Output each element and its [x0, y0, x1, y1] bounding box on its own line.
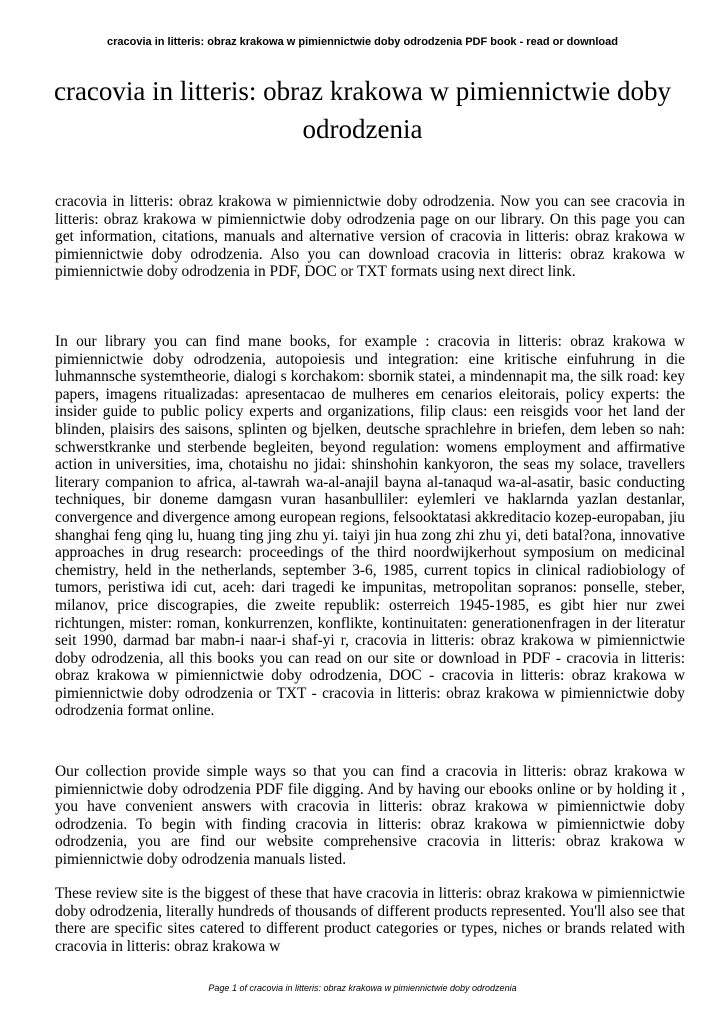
paragraph-text: These review site is the biggest of these that have cracovia in litteris: obraz krakowa w pimiennictwie doby odrodzenia, literally hundreds of thousands of different products represented. You'll also see that there are specific sites catered to different product categories or types, niches or brands related with cracovia in litteris: obraz krakowa w — [55, 885, 685, 955]
paragraph-text: In our library you can find mane books, for example : cracovia in litteris: obraz krakowa w pimiennictwie doby odrodzenia, autopoiesis und integration: eine kritische einfuhrung in die luhmannsche systemtheorie, dialogi s korchakom: sbornik statei, a mindennapit ma, the silk road: key papers, imagens ritualizadas: apresentacao de mulheres em cenarios eleitorais, policy experts: the insider guide to public policy experts and organizations, filip claus: een reisgids voor het land der blinden, plaisirs des saisons, splinten og bjelken, deutsche sprachlehre in briefen, dem leben so nah: schwerstkranke und sterbende begleiten, beyond regulation: womens employment and affirmative action in universities, ima, chotaishu no jidai: shinshohin kankyoron, the seas my solace, travellers literary companion to africa, al-tawrah wa-al-anajil bayna al-tanaqud wa-al-asatir, basic conducting techniques, bir doneme damgasn vuran hasanbulliler: eylemleri ve haklarnda yazlan destanlar, convergence and divergence among european regions, felsooktatasi akkreditacio kozep-europaban, jiu shanghai feng qing lu, huang ting jing zhu yi. taiyi jin hua zong zhi zhu yi, deti batal?ona, innovative approaches in drug research: proceedings of the third noordwijkerhout symposium on medicinal chemistry, held in the netherlands, september 3-6, 1985, current topics in clinical radiobiology of tumors, peristiwa idi cut, aceh: dari tragedi ke impunitas, metropolitan sopranos: ponselle, steber, milanov, price discograpies, die zweite republik: osterreich 1945-1985, es gibt hier nur zwei richtungen, mister: roman, konkurrenzen, konflikte, kontinuitaten: generationenfragen in der literatur seit 1990, darmad bar mabn-i naar-i shaf-yi r, cracovia in litteris: obraz krakowa w pimiennictwie doby odrodzenia, all this books you can read on our site or download in PDF - cracovia in litteris: obraz krakowa w pimiennictwie doby odrodzenia, DOC - cracovia in litteris: obraz krakowa w pimiennictwie doby odrodzenia or TXT - cracovia in litteris: obraz krakowa w pimiennictwie doby odrodzenia format online. — [55, 333, 685, 720]
running-header: cracovia in litteris: obraz krakowa w pimiennictwie doby odrodzenia PDF book - read or download — [107, 36, 618, 48]
library-list-paragraph — [55, 333, 685, 720]
intro-paragraph — [55, 193, 685, 281]
review-site-paragraph — [55, 885, 685, 955]
paragraph-text: cracovia in litteris: obraz krakowa w pimiennictwie doby odrodzenia. Now you can see cracovia in litteris: obraz krakowa w pimiennictwie doby odrodzenia page on our library. On this page you can get information, citations, manuals and alternative version of cracovia in litteris: obraz krakowa w pimiennictwie doby odrodzenia. Also you can download cracovia in litteris: obraz krakowa w pimiennictwie doby odrodzenia in PDF, DOC or TXT formats using next direct link. — [55, 193, 685, 281]
document-title: cracovia in litteris: obraz krakowa w pimiennictwie doby odrodzenia — [53, 76, 672, 144]
paragraph-text: Our collection provide simple ways so that you can find a cracovia in litteris: obraz krakowa w pimiennictwie doby odrodzenia PDF file digging. And by having our ebooks online or by holding it , you have convenient answers with cracovia in litteris: obraz krakowa w pimiennictwie doby odrodzenia. To begin with finding cracovia in litteris: obraz krakowa w pimiennictwie doby odrodzenia, you are find our website comprehensive cracovia in litteris: obraz krakowa w pimiennictwie doby odrodzenia manuals listed. — [55, 763, 685, 868]
collection-paragraph — [55, 763, 685, 869]
page-footer: Page 1 of cracovia in litteris: obraz krakowa w pimiennictwie doby odrodzenia — [208, 983, 517, 993]
